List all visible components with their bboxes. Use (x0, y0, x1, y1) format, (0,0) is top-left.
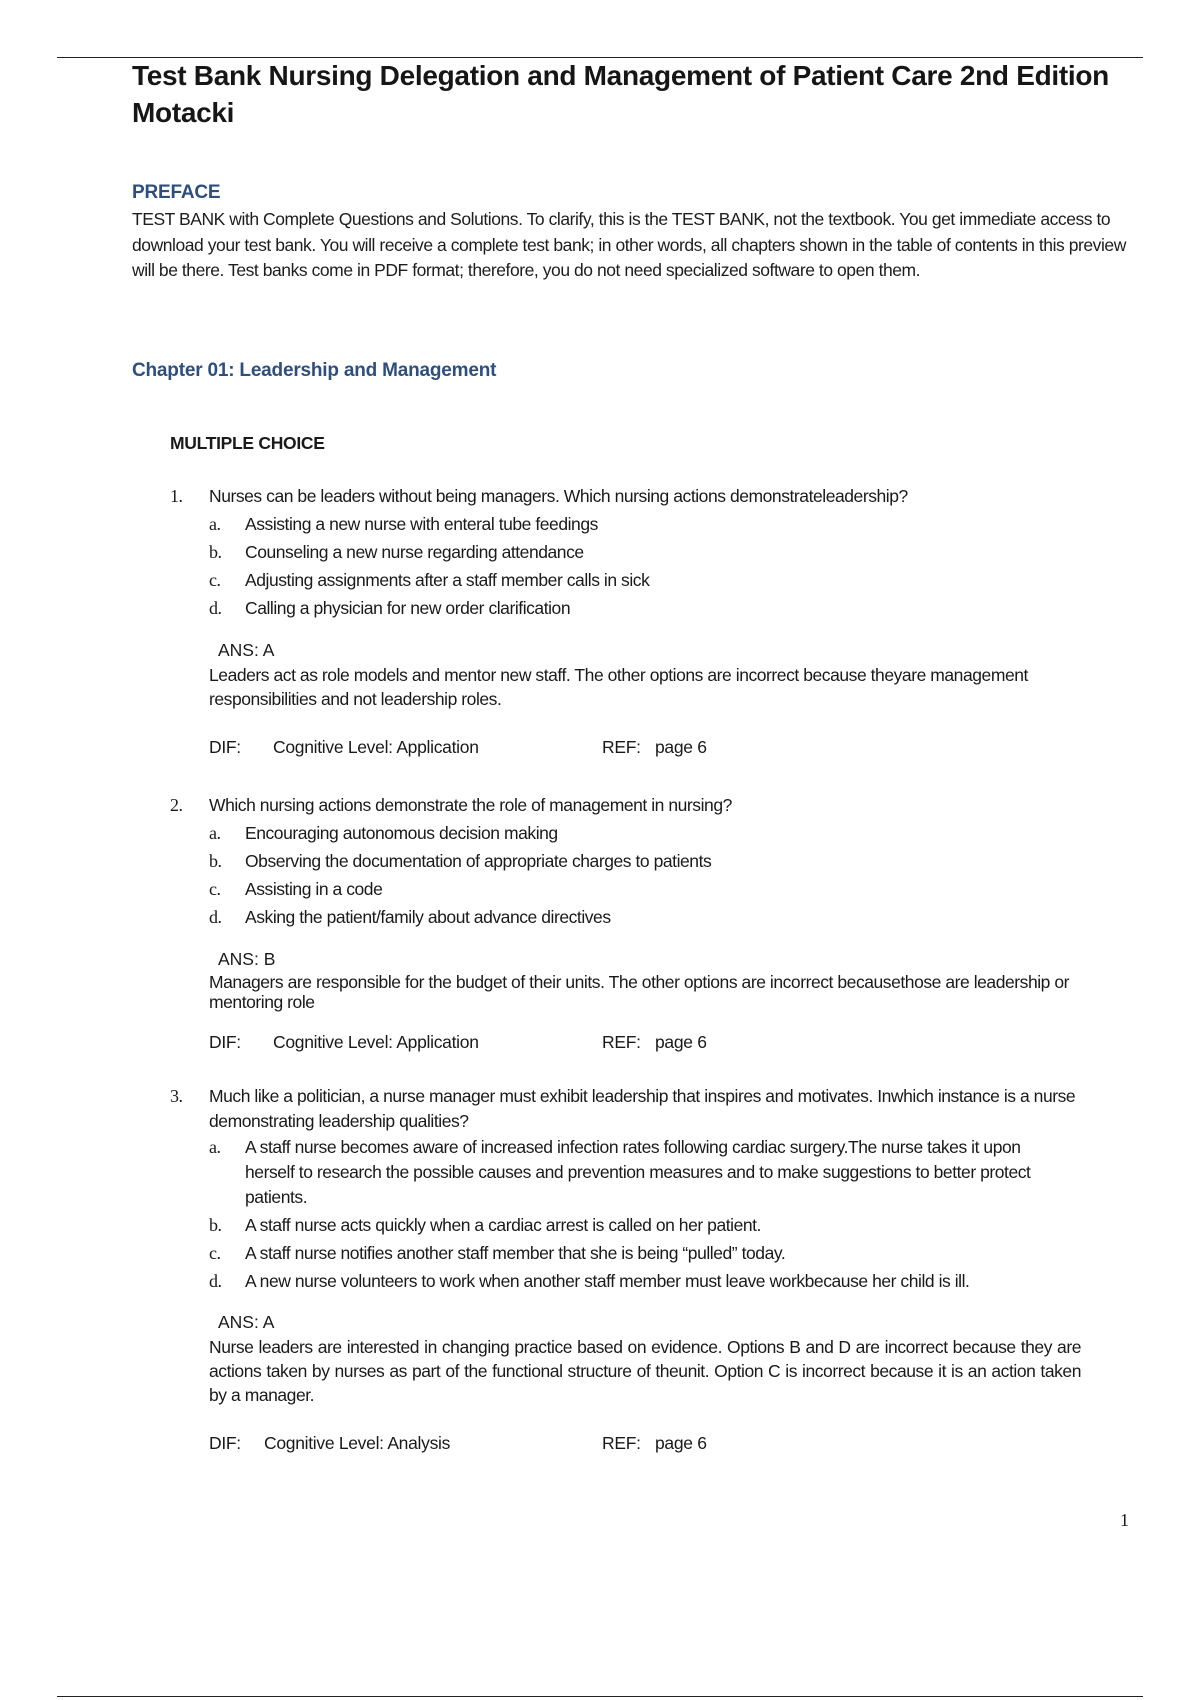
difficulty-value: Cognitive Level: Application (273, 737, 479, 757)
option-text: Adjusting assignments after a staff member calls in sick (245, 570, 650, 590)
difficulty-label: DIF: (209, 1032, 241, 1052)
reference-value: page 6 (655, 1433, 707, 1453)
option-letter: d. (209, 598, 222, 618)
answer-block (170, 638, 1130, 711)
option-a (209, 819, 1130, 847)
option-text: Counseling a new nurse regarding attendance (245, 542, 584, 562)
question-number: 3. (170, 1086, 183, 1106)
question-text: Much like a politician, a nurse manager must exhibit leadership that inspires and motivates. Inwhich instance is a nurse demonstrating leadership qualities? (209, 1086, 1076, 1131)
option-letter: d. (209, 907, 222, 927)
option-c (209, 875, 1130, 903)
answer-key: ANS: B (218, 949, 276, 969)
reference-label: REF: (602, 1032, 641, 1052)
option-text: Calling a physician for new order clarification (245, 598, 571, 618)
difficulty-value: Cognitive Level: Analysis (264, 1433, 451, 1453)
question-text: Nurses can be leaders without being managers. Which nursing actions demonstrateleadership? (209, 486, 908, 506)
reference-label: REF: (602, 737, 641, 757)
option-text: A staff nurse becomes aware of increased infection rates following cardiac surgery.The nurse takes it upon herself to research the possible causes and prevention measures and to make suggestions to better protect patients. (245, 1137, 1031, 1207)
reference-value: page 6 (655, 737, 707, 757)
option-b (209, 538, 1130, 566)
answer-rationale: Nurse leaders are interested in changing practice based on evidence. Options B and D are incorrect because they are actions taken by nurses as part of the functional structure of theunit. Option C is incorrect because it is an action taken by a manager. (209, 1337, 1081, 1405)
preface-heading: PREFACE (132, 182, 221, 203)
answer-key: ANS: A (218, 640, 275, 660)
question-metadata (170, 1433, 1130, 1454)
question-2 (170, 793, 1130, 1053)
question-stem (170, 793, 1130, 818)
answer-options (170, 819, 1130, 931)
option-text: A new nurse volunteers to work when another staff member must leave workbecause her child is ill. (245, 1271, 970, 1291)
option-text: A staff nurse notifies another staff member that she is being “pulled” today. (245, 1243, 786, 1263)
option-b (209, 847, 1130, 875)
option-c (209, 566, 1130, 594)
option-letter: b. (209, 1215, 222, 1235)
page-number: 1 (1120, 1510, 1129, 1530)
question-stem (170, 1084, 1130, 1134)
question-number: 2. (170, 795, 183, 815)
multiple-choice-heading: MULTIPLE CHOICE (170, 433, 325, 453)
option-letter: c. (209, 570, 221, 590)
answer-options (170, 1135, 1130, 1294)
chapter-heading: Chapter 01: Leadership and Management (132, 360, 497, 381)
answer-block (170, 1310, 1130, 1407)
difficulty-label: DIF: (209, 737, 241, 757)
option-text: Assisting a new nurse with enteral tube feedings (245, 514, 598, 534)
option-b (209, 1213, 1130, 1238)
option-letter: c. (209, 1243, 221, 1263)
reference-value: page 6 (655, 1032, 707, 1052)
option-letter: a. (209, 514, 221, 534)
option-a (209, 510, 1130, 538)
question-1 (170, 484, 1130, 758)
option-text: Asking the patient/family about advance directives (245, 907, 611, 927)
option-letter: a. (209, 823, 221, 843)
option-d (209, 903, 1130, 931)
question-number: 1. (170, 486, 183, 506)
bottom-rule (57, 1696, 1143, 1697)
option-letter: c. (209, 879, 221, 899)
option-letter: b. (209, 851, 222, 871)
difficulty-value: Cognitive Level: Application (273, 1032, 479, 1052)
option-text: A staff nurse acts quickly when a cardiac arrest is called on her patient. (245, 1215, 761, 1235)
answer-rationale: Leaders act as role models and mentor new staff. The other options are incorrect because theyare management responsibilities and not leadership roles. (209, 665, 1028, 709)
question-metadata (170, 1032, 1130, 1053)
question-metadata (170, 737, 1130, 758)
option-letter: b. (209, 542, 222, 562)
question-3 (170, 1084, 1130, 1454)
option-letter: a. (209, 1137, 221, 1157)
option-a (209, 1135, 1130, 1210)
option-text: Assisting in a code (245, 879, 383, 899)
option-text: Observing the documentation of appropriate charges to patients (245, 851, 712, 871)
document-title: Test Bank Nursing Delegation and Management of Patient Care 2nd Edition Motacki (132, 60, 1109, 128)
question-text: Which nursing actions demonstrate the role of management in nursing? (209, 795, 732, 815)
option-c (209, 1241, 1130, 1266)
answer-key: ANS: A (218, 1312, 275, 1332)
option-letter: d. (209, 1271, 222, 1291)
answer-block (170, 947, 1130, 1012)
option-text: Encouraging autonomous decision making (245, 823, 558, 843)
answer-rationale: Managers are responsible for the budget of their units. The other options are incorrect becausethose are leadership or mentoring role (209, 972, 1070, 1012)
option-d (209, 594, 1130, 622)
reference-label: REF: (602, 1433, 641, 1453)
option-d (209, 1269, 1130, 1294)
question-stem (170, 484, 1130, 509)
answer-options (170, 510, 1130, 622)
preface-body: TEST BANK with Complete Questions and Solutions. To clarify, this is the TEST BANK, not the textbook. You get immediate access to download your test bank. You will receive a complete test bank; in other words, all chapters shown in the table of contents in this preview will be there. Test banks come in PDF format; therefore, you do not need specialized software to open them. (132, 209, 1126, 280)
difficulty-label: DIF: (209, 1433, 241, 1453)
